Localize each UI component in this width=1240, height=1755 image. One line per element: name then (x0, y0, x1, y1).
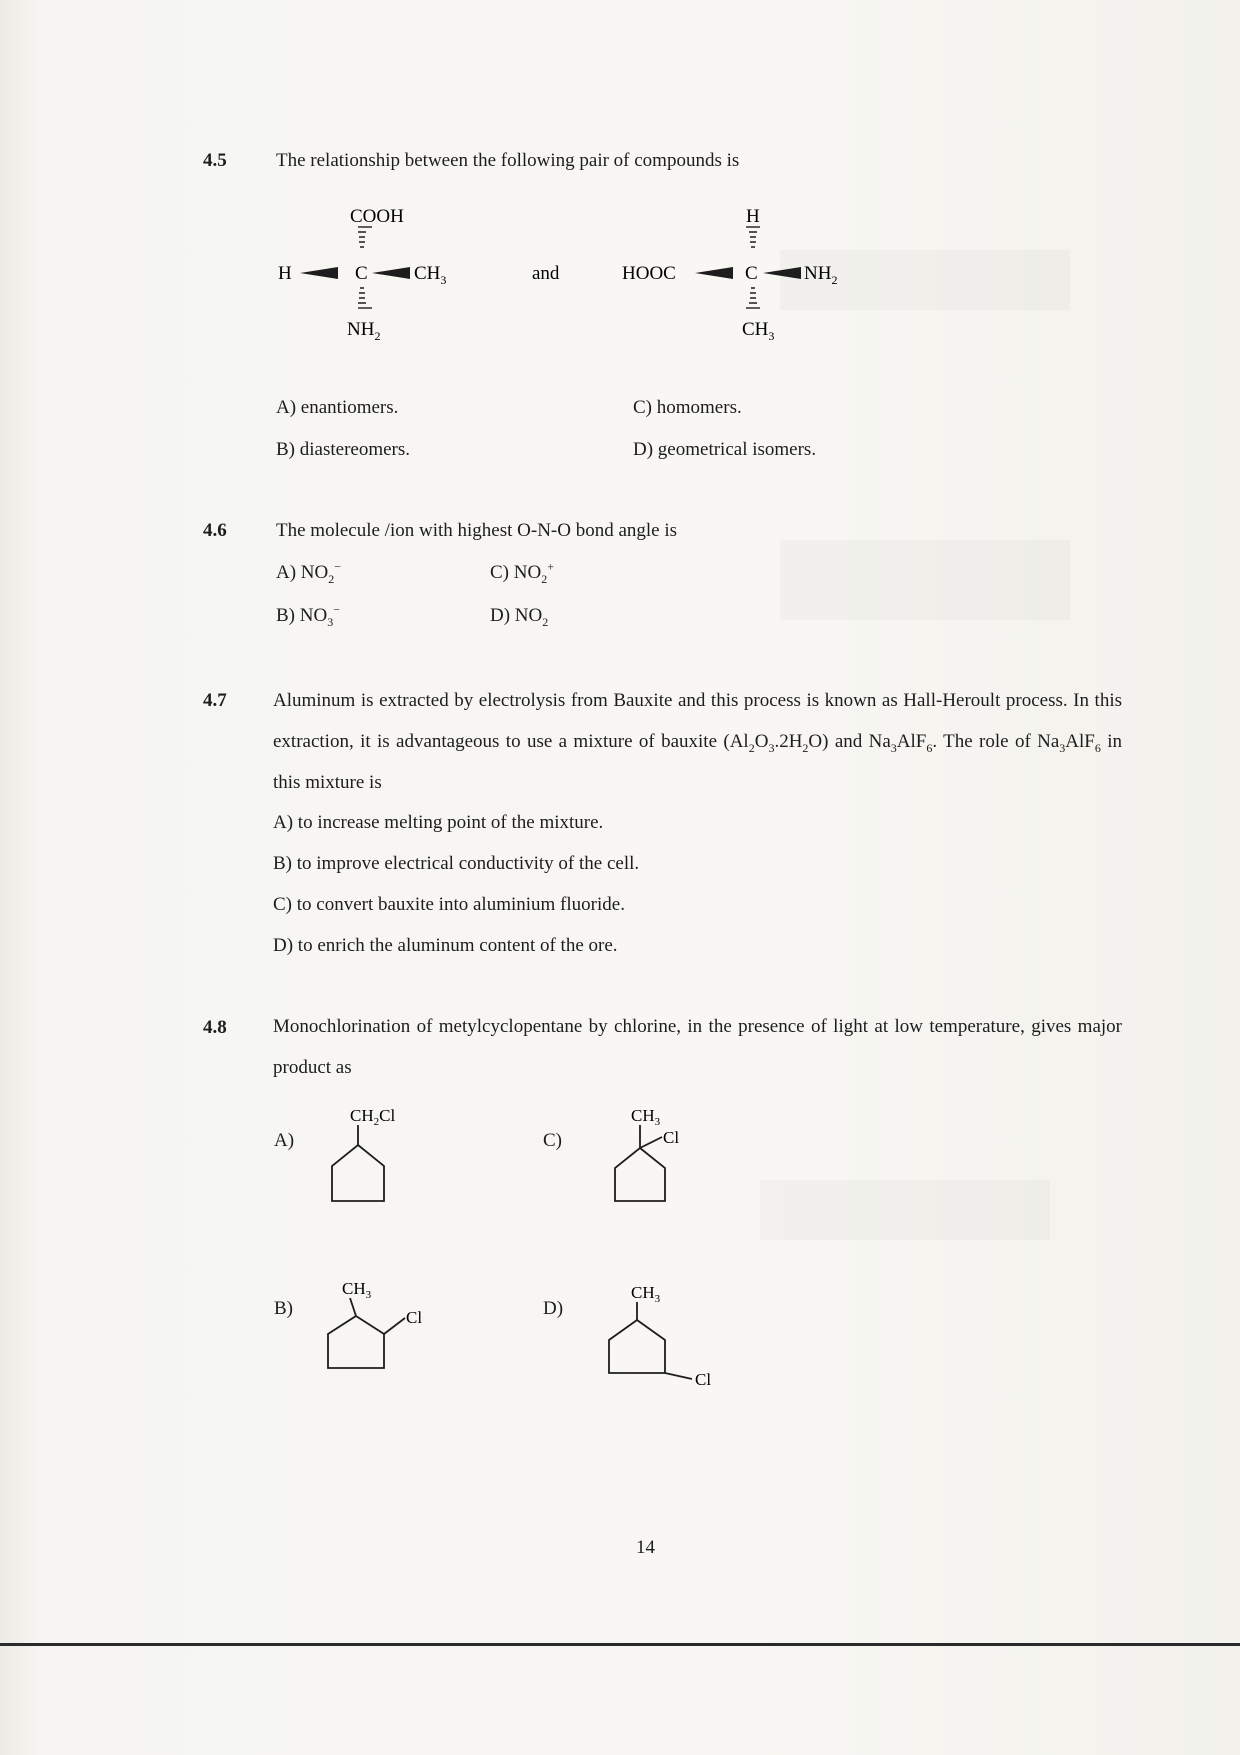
and-label: and (532, 263, 560, 284)
option-d[interactable]: D) geometrical isomers. (633, 439, 817, 460)
option-b[interactable]: B) diastereomers. (276, 439, 411, 460)
structure-c (595, 1100, 705, 1210)
cl-atom: Cl (695, 1370, 712, 1389)
structure-b (318, 1272, 438, 1382)
ch2cl-group: $CH_2Cl$ (350, 1106, 396, 1128)
structure-d (595, 1272, 725, 1397)
wedge-bond (763, 267, 801, 279)
ch3-group: $CH_3$ (742, 319, 775, 343)
wedge-bond (372, 267, 410, 279)
cooh-group: COOH (350, 206, 404, 227)
option-c[interactable]: C) (543, 1130, 562, 1151)
page-number: 14 (636, 1537, 655, 1558)
c-atom: C (745, 263, 758, 284)
option-a[interactable]: A) $NO_2^-$ (276, 559, 342, 586)
question-number: 4.8 (203, 1017, 227, 1038)
hashed-bond (358, 288, 366, 303)
wedge-bond (300, 267, 338, 279)
ch3-group: $CH_3$ (342, 1279, 372, 1301)
cyclopentane-ring (609, 1320, 665, 1373)
question-number: 4.6 (203, 520, 227, 541)
ch3-group: $CH_3$ (414, 263, 447, 287)
option-a[interactable]: A) to increase melting point of the mixture. (273, 812, 604, 833)
question-text: Aluminum is extracted by electrolysis from Bauxite and this process is known as Hall-Heroult process. In this extraction, it is advantageous to use a mixture of bauxite $(Al_2O_3.2H_2O)$ and $Na_3AlF_6$. The role of $Na_3AlF_6$ in this mixture is (273, 690, 1123, 793)
ch3-group: $CH_3$ (631, 1283, 661, 1305)
option-c[interactable]: C) to convert bauxite into aluminium fluoride. (273, 894, 625, 915)
hooc-group: HOOC (622, 263, 676, 284)
option-b[interactable]: B) (274, 1298, 293, 1319)
stereo-structures (270, 196, 870, 356)
cyclopentane-ring (615, 1148, 665, 1201)
hashed-bond (749, 288, 757, 303)
option-c[interactable]: C) homomers. (633, 397, 742, 418)
ch3-group: $CH_3$ (631, 1106, 661, 1128)
structure-a (320, 1100, 430, 1210)
option-c[interactable]: C) $NO_2^+$ (490, 559, 554, 586)
question-text: Monochlorination of metylcyclopentane by chlorine, in the presence of light at low temperature, gives major product as (273, 1016, 1122, 1078)
h-atom: H (746, 206, 760, 227)
option-b[interactable]: B) to improve electrical conductivity of the cell. (273, 853, 640, 874)
cl-atom: Cl (406, 1308, 423, 1327)
cyclopentane-ring (328, 1316, 384, 1368)
option-d[interactable]: D) (543, 1298, 564, 1319)
question-text: The relationship between the following pair of compounds is (276, 150, 740, 171)
option-d[interactable]: D) $NO_2$ (490, 605, 549, 629)
question-text: The molecule /ion with highest O-N-O bond angle is (276, 520, 678, 541)
question-number: 4.7 (203, 690, 227, 711)
h-atom: H (278, 263, 292, 284)
wedge-bond (695, 267, 733, 279)
hashed-bond (358, 232, 366, 247)
hashed-bond (749, 232, 757, 247)
option-a[interactable]: A) (274, 1130, 295, 1151)
option-b[interactable]: B) $NO_3^-$ (276, 602, 340, 629)
option-d[interactable]: D) to enrich the aluminum content of the ore. (273, 935, 618, 956)
nh2-group: $NH_2$ (347, 319, 381, 343)
bleed-through (760, 1180, 1050, 1240)
bottom-rule (0, 1643, 1240, 1646)
nh2-group: $NH_2$ (804, 263, 838, 287)
bleed-through (780, 540, 1070, 620)
cyclopentane-ring (332, 1145, 384, 1201)
question-number: 4.5 (203, 150, 227, 171)
option-a[interactable]: A) enantiomers. (276, 397, 399, 418)
cl-atom: Cl (663, 1128, 680, 1147)
c-atom: C (355, 263, 368, 284)
